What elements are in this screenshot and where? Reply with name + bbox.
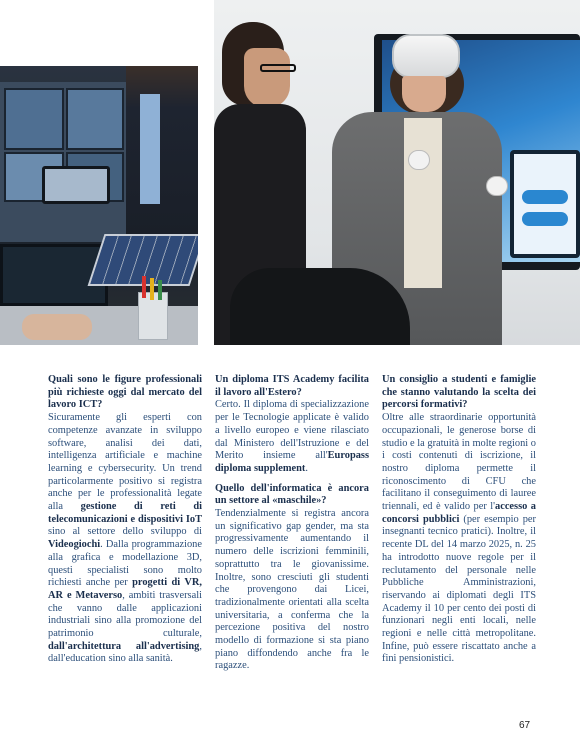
interview-answer: [215, 508, 369, 673]
tablet-device: [42, 166, 110, 204]
woman-top: [404, 118, 442, 288]
display-button: [522, 190, 568, 204]
block-gap: [215, 476, 369, 483]
vr-headset: [392, 34, 460, 78]
answer-text: Certo. Il diploma di specializzazione per le Tecnologie applicate è valido a livello europeo e viene rilasciato dal Ministero dell'Istruzione e del Merito insieme all': [215, 399, 369, 462]
column-3: [382, 374, 536, 666]
hand: [22, 314, 92, 340]
bold-highlight: gestione di reti di telecomunicazioni e dispositivi IoT: [48, 501, 202, 525]
interview-question: Un consiglio a studenti e famiglie che stanno valutando la scelta dei percorsi formativi?: [382, 374, 536, 411]
interview-answer: [215, 399, 369, 475]
foreground-bag: [230, 268, 410, 345]
glasses: [260, 64, 296, 72]
woman-face: [402, 76, 446, 112]
bold-highlight: accesso a concorsi pubblici: [382, 501, 536, 525]
bold-highlight: progetti di VR, AR e Metaverso: [48, 577, 202, 601]
interview-question: Quello dell'informatica è ancora un settore al «maschile»?: [215, 482, 369, 507]
photo-engineers-lab: [0, 66, 198, 345]
pen: [142, 276, 146, 298]
bold-highlight: Videogiochi: [48, 539, 101, 551]
answer-text: Tendenzialmente si registra ancora un significativo gap gender, ma sta progressivamente aumentando il numero delle iscrizioni femminili, soprattutto tra le giovanissime. Inoltre, sono cresciuti gli studenti che provengono dai Licei, tradizionalmente orientati alla scelta universitaria, a conferma che la percezione positiva del nostro modello di formazione si sta piano piano diffondendo anche fra le ragazze.: [215, 508, 369, 672]
interview-answer: [382, 412, 536, 666]
answer-text: sino al settore dello sviluppo di: [48, 526, 202, 538]
man-face: [244, 48, 290, 108]
answer-text: , dall'education sino alla sanità.: [48, 640, 202, 665]
display-panel: [510, 150, 580, 258]
answer-text: , ambiti trasversali che vanno dalle applicazioni industriali sino alla promozione del patrimonio culturale,: [48, 589, 202, 640]
answer-text: .: [305, 462, 308, 474]
pen: [150, 278, 154, 300]
pen: [158, 280, 162, 300]
answer-text: (per esempio per insegnanti tecnico pratici). Inoltre, il recente DL del 14 marzo 2025, n. 25 ha introdotto nuove regole per il reclutamento del personale nelle Pubbliche Amministrazioni, riservando ai diplomati degli ITS Academy il 10 per cento dei posti di funzionari negli enti locali, nelle regioni e nelle città metropolitane. Infine, può essere riscattato anche a fini pensionistici.: [382, 513, 537, 665]
answer-text: Oltre alle straordinarie opportunità occupazionali, le generose borse di studio e la gratuità in molte regioni o i costi contenuti di iscrizione, il nostro diploma permette il riconoscimento di CFU che facilitano il conseguimento di lauree triennali, ed è valido per l': [382, 412, 536, 513]
controller-left: [408, 150, 430, 170]
answer-text: . Dalla programmazione alla grafica e modellazione 3D, questi specialisti sono molto richiesti anche per: [48, 539, 202, 589]
shirt: [140, 94, 160, 204]
interview-question: Quali sono le figure professionali più richieste oggi dal mercato del lavoro ICT?: [48, 374, 202, 411]
column-2: [215, 374, 369, 673]
interview-answer: [48, 412, 202, 666]
answer-text: Un trend particolarmente positivo si registra anche per le professionalità legate alla: [48, 462, 202, 513]
column-1: [48, 374, 202, 666]
bold-highlight: dall'architettura all'advertising: [48, 640, 200, 652]
monitor-screen: [66, 88, 124, 150]
interview-question: Un diploma ITS Academy facilita il lavoro all'Estero?: [215, 374, 369, 398]
bold-highlight: Europass diploma supplement: [215, 450, 369, 474]
display-button: [522, 212, 568, 226]
controller-right: [486, 176, 508, 196]
page-number: 67: [519, 720, 531, 731]
answer-text: Sicuramente gli esperti con competenze avanzate in sviluppo software, analisi dei dati, intelligenza artificiale e machine learning e cybersecurity.: [48, 412, 202, 474]
monitor-screen: [4, 88, 64, 150]
man-figure: [126, 66, 198, 236]
photo-vr-demo: [214, 0, 580, 345]
